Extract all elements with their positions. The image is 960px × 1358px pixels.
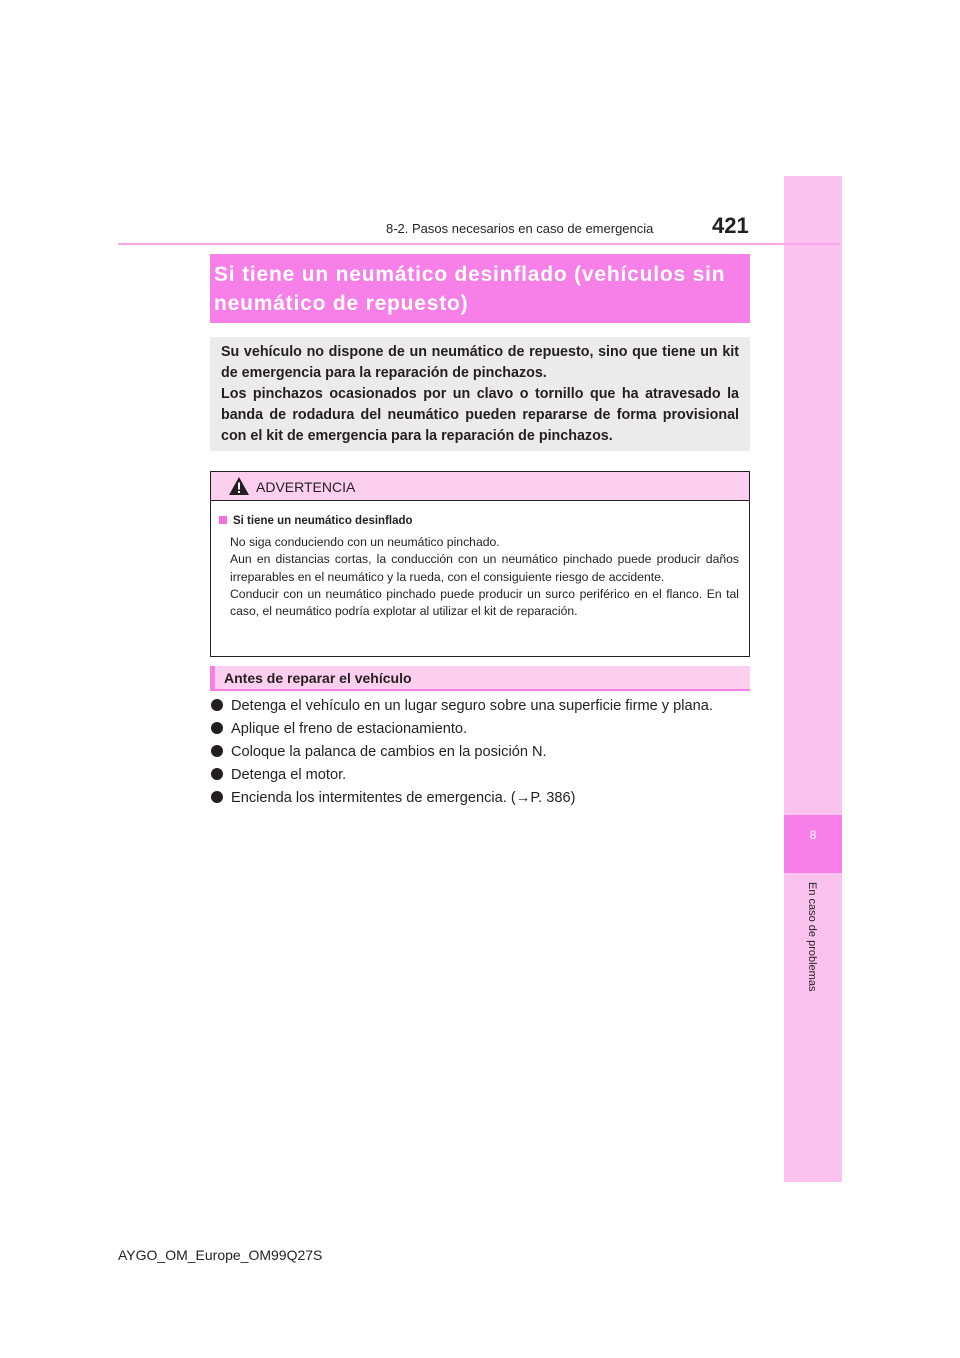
intro-paragraph-2: Los pinchazos ocasionados por un clavo o tornillo que ha atravesado la banda de rodadura del neumático pueden repararse de forma provisional con el kit de emergencia para la reparación de pinchazos. [221,386,739,444]
warning-subtitle [219,515,413,527]
warning-box [210,471,750,657]
bullet-icon [211,699,223,711]
list-item: Detenga el vehículo en un lugar seguro sobre una superficie firme y plana. [211,695,756,718]
section-heading [210,666,750,691]
page-number: 421 [712,213,749,238]
warning-subtitle-text: Si tiene un neumático desinflado [233,515,413,527]
chapter-label: En caso de problemas [806,882,818,992]
section-heading-text: Antes de reparar el vehículo [224,670,412,686]
warning-paragraph-3: Conducir con un neumático pinchado puede producir un surco periférico en el flanco. En tal caso, el neumático podría explotar al utilizar el kit de reparación. [230,586,739,619]
document-footer: AYGO_OM_Europe_OM99Q27S [118,1247,323,1263]
warning-paragraph-1: No siga conduciendo con un neumático pinchado. [230,535,500,549]
section-heading-bar [210,666,215,689]
running-header: 8-2. Pasos necesarios en caso de emergencia [386,221,654,236]
intro-paragraph-1: Su vehículo no dispone de un neumático de repuesto, sino que tiene un kit de emergencia para la reparación de pinchazos. [221,344,739,381]
bullet-icon [211,791,223,803]
list-item: Aplique el freno de estacionamiento. [211,718,756,741]
chapter-number-box [784,815,842,873]
chapter-number: 8 [809,828,817,842]
steps-list [211,695,756,810]
list-item: Detenga el motor. [211,764,756,787]
warning-title: ADVERTENCIA [256,479,356,495]
warning-paragraph-2: Aun en distancias cortas, la conducción con un neumático pinchado puede producir daños irreparables en el neumático y la rueda, con el consiguiente riesgo de accidente. [230,552,739,584]
warning-triangle-icon [228,476,250,501]
list-item: Coloque la palanca de cambios en la posición N. [211,741,756,764]
bullet-icon [211,722,223,734]
header-rule [118,243,840,245]
bullet-icon [211,745,223,757]
chapter-side-tab [784,176,842,1182]
square-bullet-icon [219,516,227,524]
bullet-icon [211,768,223,780]
page-title: Si tiene un neumático desinflado (vehículos sin neumático de repuesto) [214,263,726,315]
warning-header [211,472,749,501]
intro-text [221,342,739,447]
list-item: Encienda los intermitentes de emergencia. (→P. 386) [211,787,756,810]
warning-text [230,534,739,620]
